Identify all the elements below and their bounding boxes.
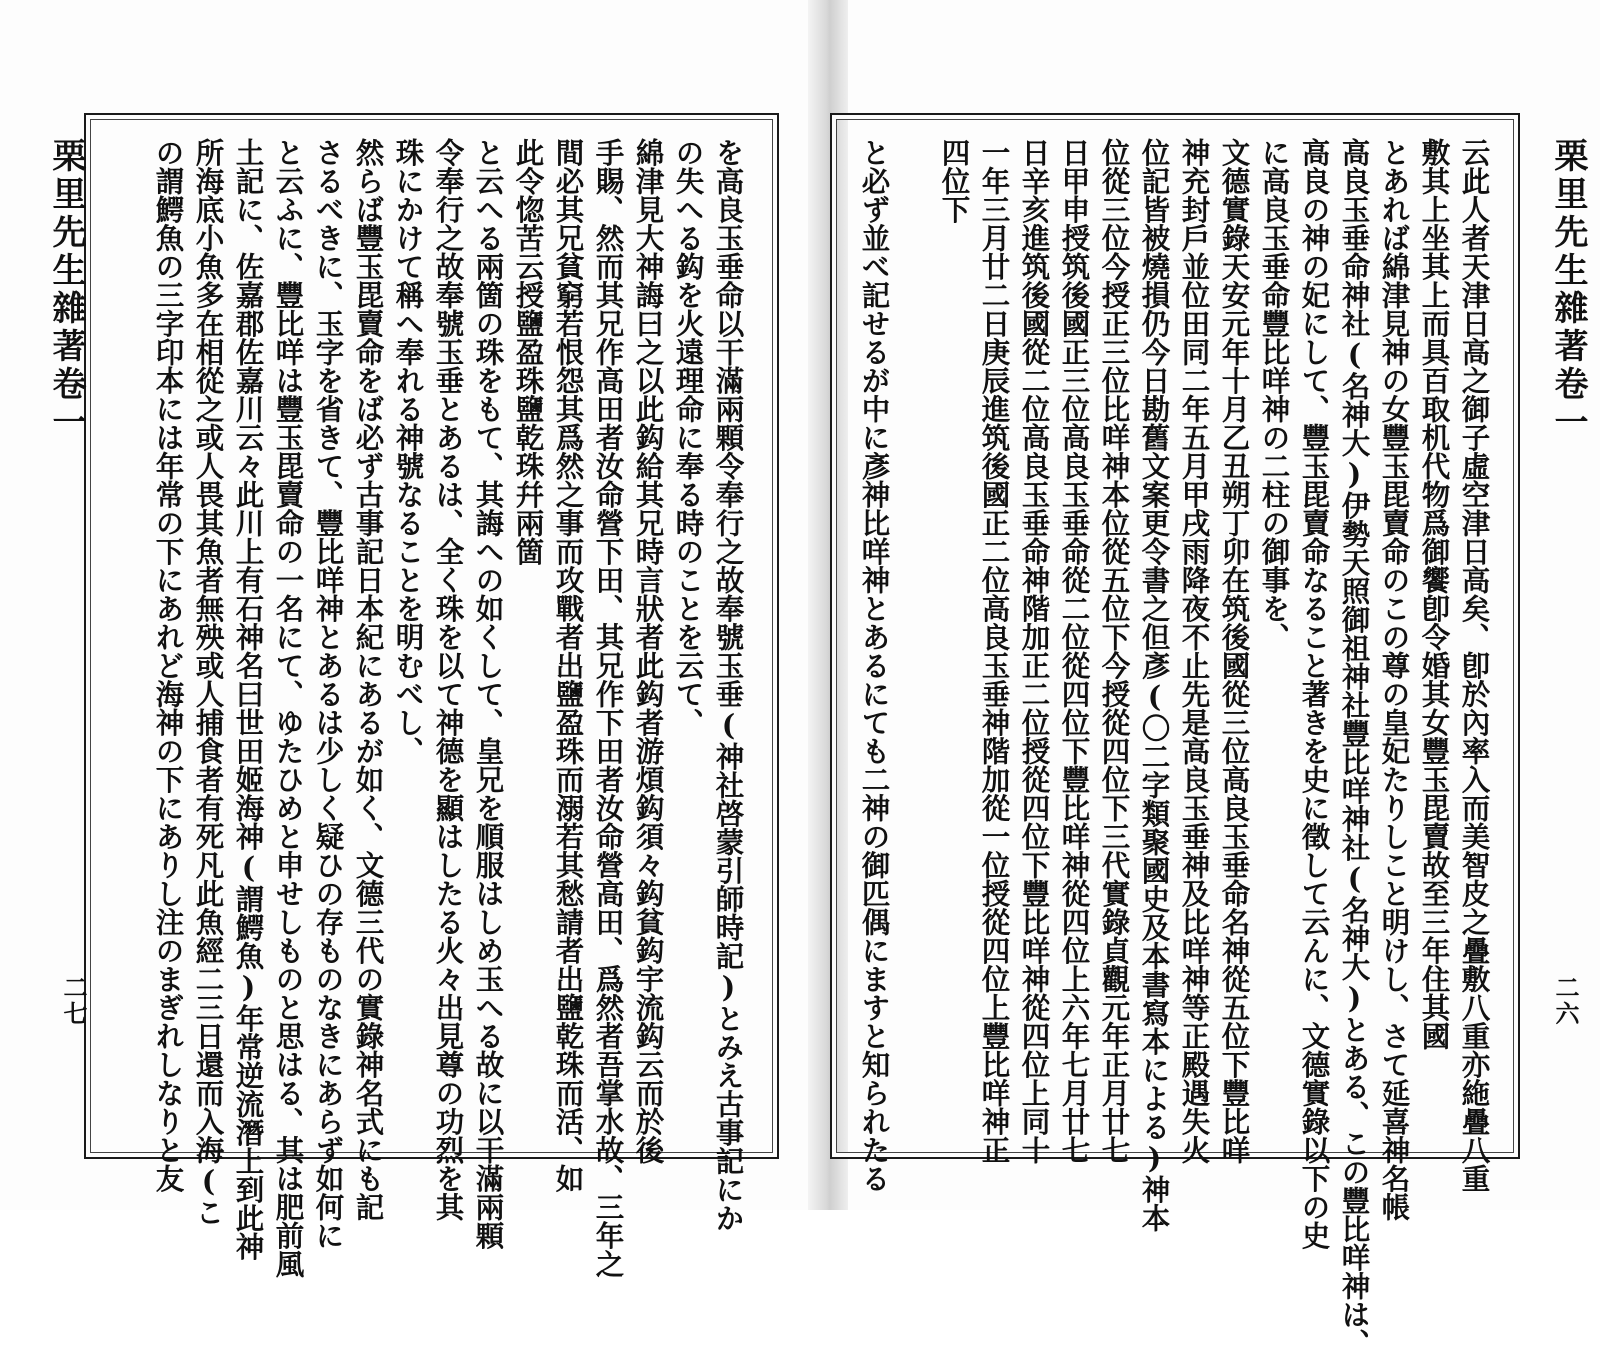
right-column-14: 四位下	[937, 138, 972, 224]
right-page	[848, 0, 1600, 1357]
right-page-frame	[830, 113, 1520, 1357]
left-page	[0, 0, 808, 1278]
left-column-15: の謂鰐魚の三字印本には年常の下にあれど海神の下にありし注のまぎれしなりと友	[151, 138, 186, 1193]
left-column-8: 令奉行之故奉號玉垂とあるは、全く珠を以て神德を顯はしたる火々出見尊の功烈を其	[431, 138, 466, 1221]
left-column-10: 然らば豐玉毘賣命をば必ず古事記日本紀にあるが如く、文德三代の實錄神名式にも記	[351, 138, 386, 1221]
right-page-number: 二六	[1551, 975, 1580, 1027]
right-column-7: 文德實錄天安元年十月乙丑朔丁卯在筑後國從三位高良玉垂命名神從五位下豐比咩	[1217, 138, 1252, 1164]
right-column-9: 位記皆被燒損仍今日勘舊文案更令書之但彥(〇二字類聚國史及本書寫本による)神本	[1137, 138, 1172, 1232]
left-column-5: 間必其兄貧窮若恨怨其爲然之事而攻戰者出鹽盈珠而溺若其愁請者出鹽乾珠而活、如	[551, 138, 586, 1193]
left-column-11: さるべきに、玉字を省きて、豐比咩神とあるは少しく疑ひの存ものなきにあらず如何に	[311, 138, 346, 1250]
left-page-number: 二七	[59, 975, 88, 1027]
right-column-5: 高良の神の妃にして、豐玉毘賣命なること著きを史に徵して云んに、文德實錄以下の史	[1297, 138, 1332, 1250]
left-column-9: 珠にかけて稱へ奉れる神號なることを明むべし、	[391, 138, 426, 765]
right-column-2: 敷其上坐其上而具百取机代物爲御饗卽令婚其女豐玉毘賣故至三年住其國	[1417, 138, 1452, 1050]
right-column-12: 日辛亥進筑後國從二位高良玉垂命神階加正二位授從四位下豐比咩神從四位上同十	[1017, 138, 1052, 1164]
right-column-3: とあれば綿津見神の女豐玉毘賣命のこの尊の皇妃たりしこと明けし、さて延喜神名帳	[1377, 138, 1412, 1221]
left-column-7: と云へる兩箇の珠をもて、其誨への如くして、皇兄を順服はしめ玉へる故に以干滿兩顆	[471, 138, 506, 1250]
right-column-11: 日甲申授筑後國正三位高良玉垂命從二位從四位下豐比咩神從四位上六年七月廿七	[1057, 138, 1092, 1164]
right-column-4: 高良玉垂命神社(名神大)伊勢天照御祖神社豐比咩神社(名神大)とある、この豐比咩神は、	[1337, 138, 1372, 1357]
right-column-13: 一年三月廿二日庚辰進筑後國正二位高良玉垂神階加從一位授從四位上豐比咩神正	[977, 138, 1012, 1164]
right-column-10: 位從三位今授正三位比咩神本位從五位下今授從四位下三代實錄貞觀元年正月廿七	[1097, 138, 1132, 1164]
left-column-3: 綿津見大神誨曰之以此鈎給其兄時言狀者此鈎者游煩鈎須々鈎貧鈎宇流鈎云而於後	[631, 138, 666, 1164]
left-column-14: 所海底小魚多在相從之或人畏其魚者無殃或人捕食者有死凡此魚經二三日還而入海(こ	[191, 138, 226, 1227]
right-column-1: 云此人者天津日高之御子虛空津日高矣、卽於內率入而美智皮之疊敷八重亦絁疊八重	[1457, 138, 1492, 1193]
left-running-title: 栗里先生雜著卷一	[46, 138, 86, 442]
right-column-15: と必ず並べ記せるが中に彥神比咩神とあるにても二神の御匹偶にますと知られたる	[857, 138, 892, 1193]
left-column-6: 此令惚苦云授鹽盈珠鹽乾珠幷兩箇	[511, 138, 546, 566]
left-column-13: 土記に、佐嘉郡佐嘉川云々此川上有石神名曰世田姬海神(謂鰐魚)年常逆流潛上到此神	[231, 138, 266, 1261]
left-column-12: と云ふに、豐比咩は豐玉毘賣命の一名にて、ゆたひめと申せしものと思はる、其は肥前風	[271, 138, 306, 1278]
left-column-1: を高良玉垂命以干滿兩顆令奉行之故奉號玉垂(神社啓蒙引師時記)とみえ古事記にか	[711, 138, 746, 1232]
left-column-2: の失へる鈎を火遠理命に奉る時のことを云て、	[671, 138, 706, 737]
right-running-title: 栗里先生雜著卷一	[1548, 138, 1588, 442]
right-column-6: に高良玉垂命豐比咩神の二柱の御事を、	[1257, 138, 1292, 651]
left-column-4: 手賜、然而其兄作高田者汝命營下田、其兄作下田者汝命營高田、爲然者吾掌水故、三年之	[591, 138, 626, 1278]
right-column-8: 神充封戶並位田同二年五月甲戌雨降夜不止先是高良玉垂神及比咩神等正殿遇失火	[1177, 138, 1212, 1164]
